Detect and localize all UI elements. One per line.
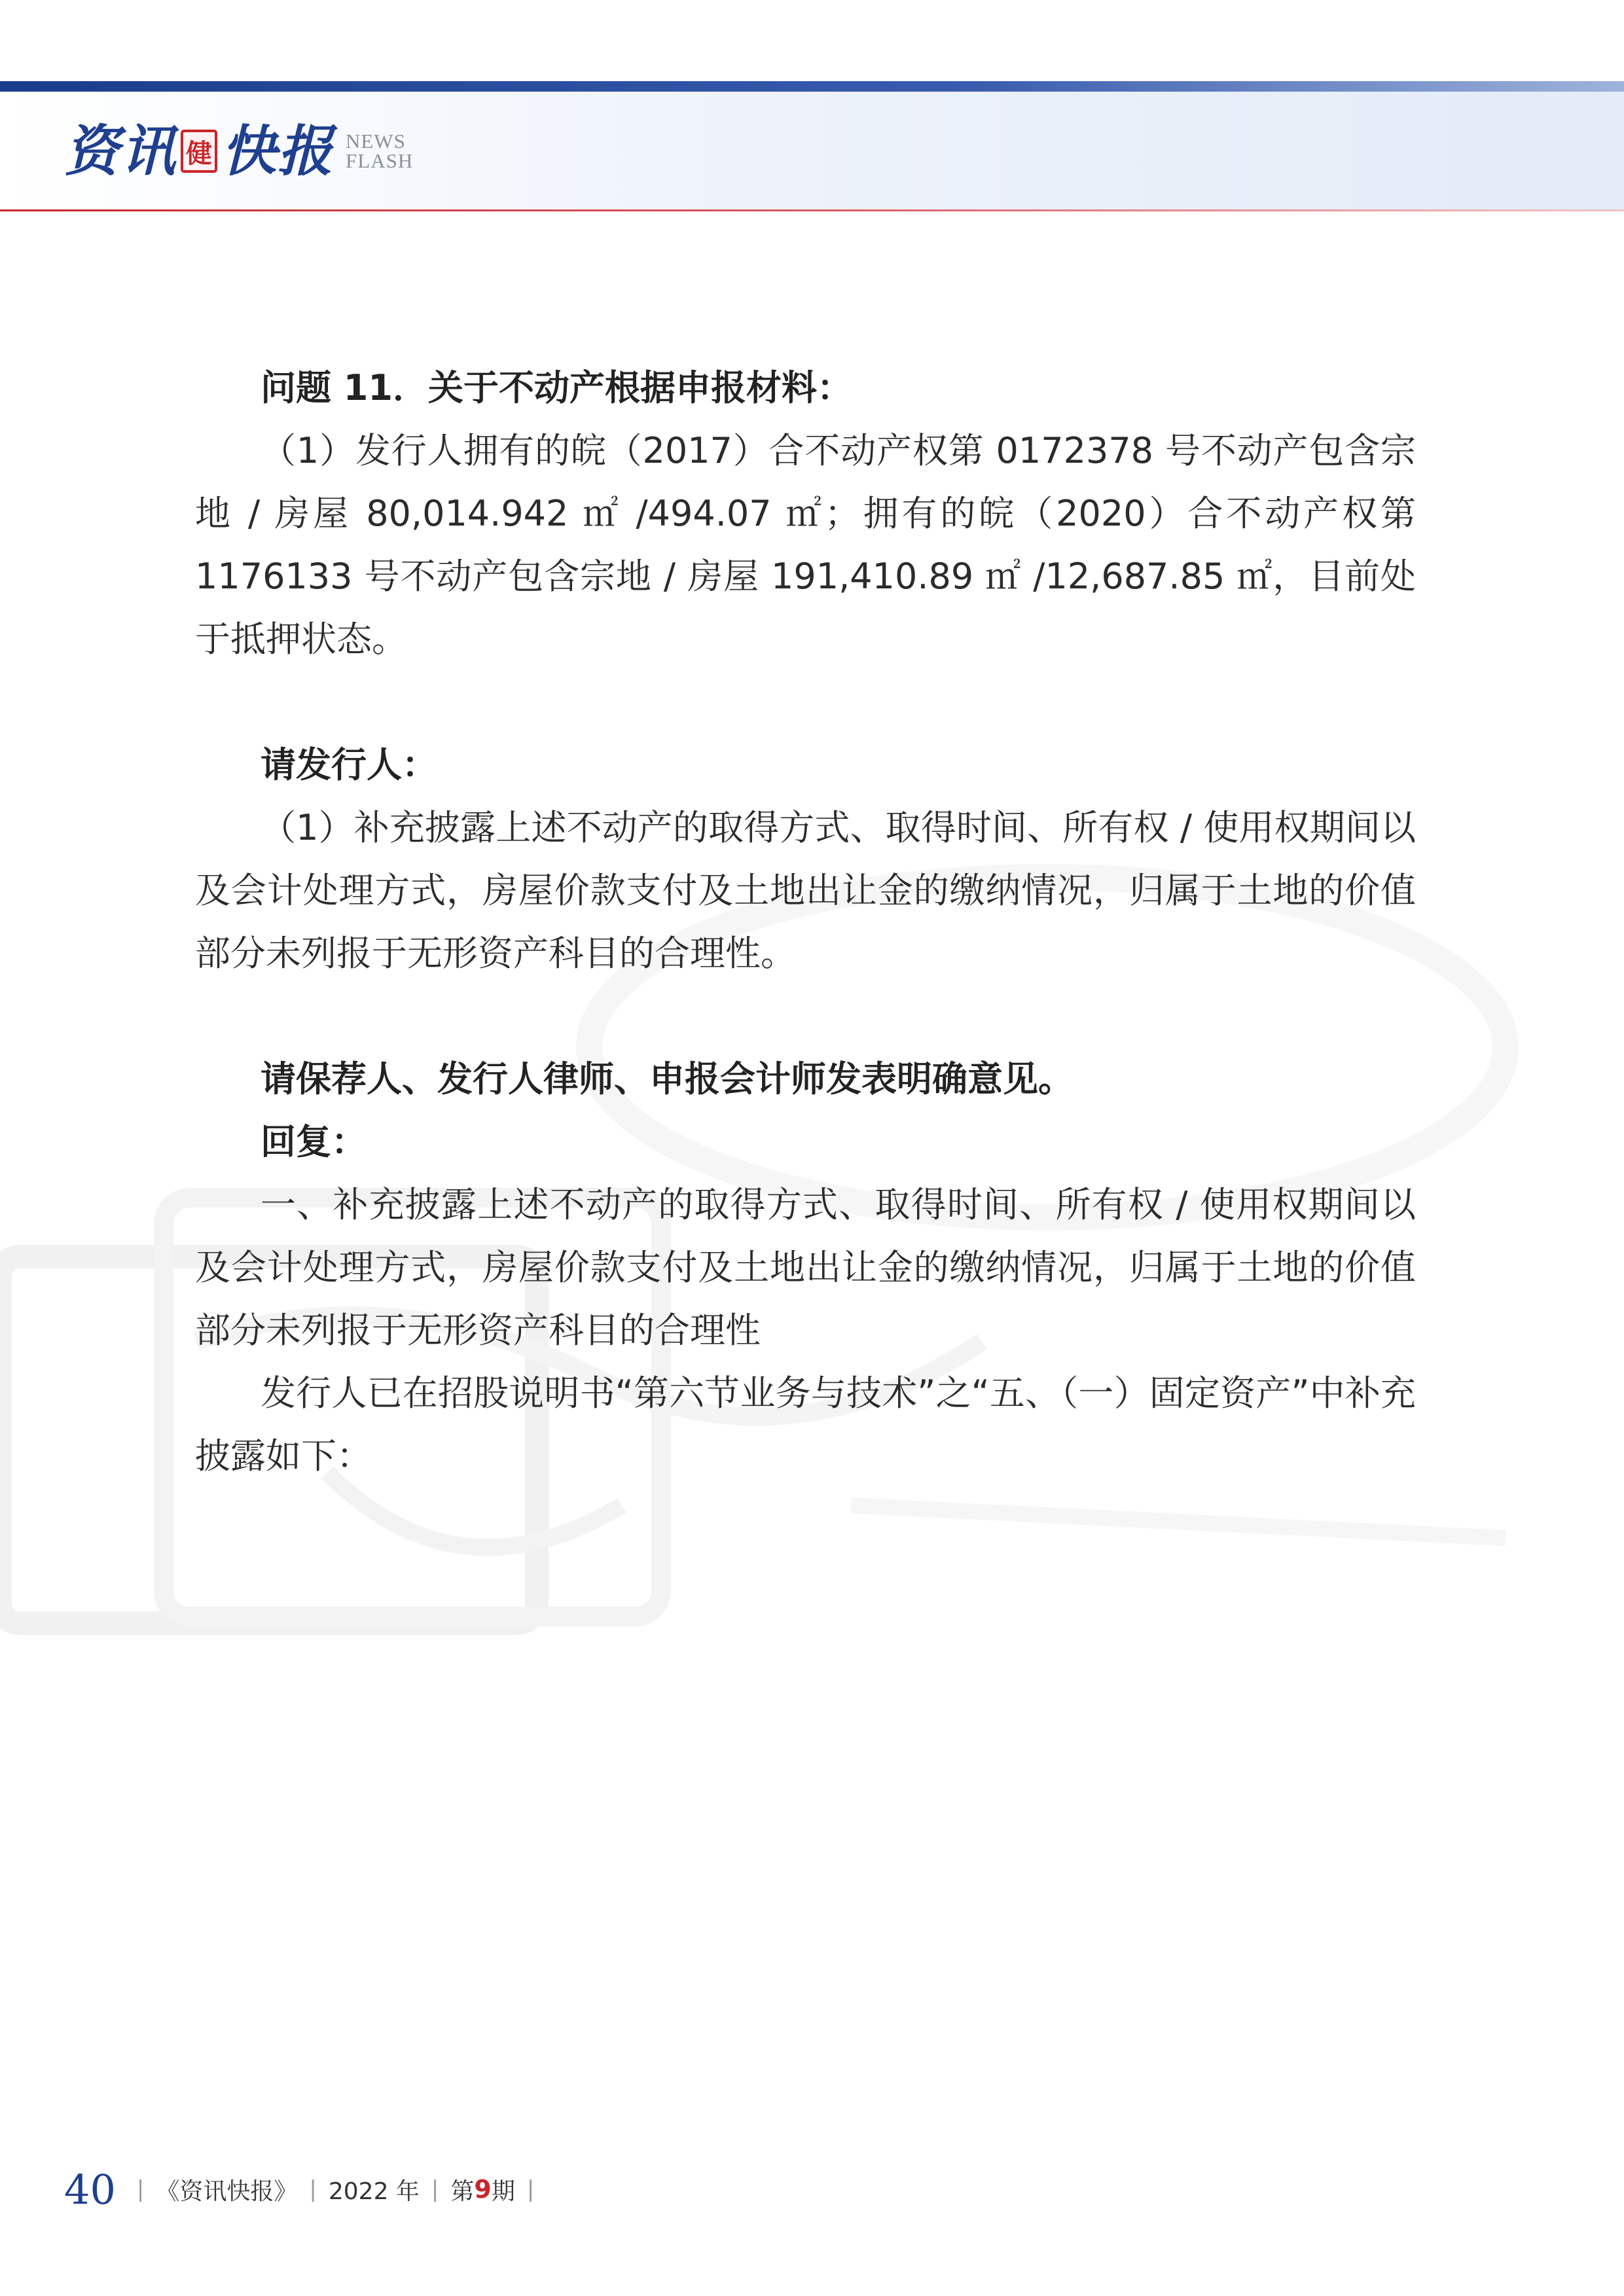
reply-body: 发行人已在招股说明书“第六节业务与技术”之“五、（一）固定资产”中补充披露如下： [195, 1372, 1416, 1477]
logo-english [346, 132, 413, 171]
sponsor-request: 请保荐人、发行人律师、申报会计师发表明确意见。 [261, 1058, 1074, 1100]
article-body [195, 357, 1416, 1488]
request-item-1: （1）补充披露上述不动产的取得方式、取得时间、所有权 / 使用权期间以及会计处理方式，房屋价款支付及土地出让金的缴纳情况，归属于土地的价值部分未列报于无形资产科目的合理性。 [195, 807, 1416, 974]
reply-section-1: 一、补充披露上述不动产的取得方式、取得时间、所有权 / 使用权期间以及会计处理方式，房屋价款支付及土地出让金的缴纳情况，归属于土地的价值部分未列报于无形资产科目的合理性 [195, 1184, 1416, 1351]
request-title: 请发行人： [261, 744, 437, 785]
publication-logo [64, 115, 413, 187]
logo-en-line1: NEWS [346, 130, 406, 152]
logo-text-part1: 资讯 [64, 118, 177, 183]
header-divider [0, 209, 1624, 211]
issue-year: 2022 年 [328, 2178, 420, 2205]
page-footer: 40 | 《资讯快报》 | 2022 年 | 第 9 期 | [64, 2165, 535, 2214]
reply-title: 回复： [261, 1121, 367, 1162]
logo-text-part2: 快报 [221, 118, 334, 183]
header-top-bar [0, 81, 1624, 92]
issue-number: 9 [474, 2175, 492, 2204]
question-item-1: （1）发行人拥有的皖（2017）合不动产权第 0172378 号不动产包含宗地 / 房屋 80,014.942 ㎡ /494.07 ㎡；拥有的皖（2020）合不动产权第 1176133 号不动产包含宗地 / 房屋 191,410.89 ㎡ /12,687.85 ㎡，目前处于抵押状态。 [195, 430, 1416, 660]
page-number: 40 [64, 2165, 116, 2214]
issue-suffix: 期 [491, 2178, 515, 2205]
question-title: 问题 11．关于不动产根据申报材料： [261, 367, 852, 408]
issue-prefix: 第 [450, 2178, 475, 2205]
publication-name: 《资讯快报》 [156, 2178, 298, 2205]
logo-seal-icon: 健 [181, 130, 217, 173]
logo-en-line2: FLASH [346, 149, 414, 172]
